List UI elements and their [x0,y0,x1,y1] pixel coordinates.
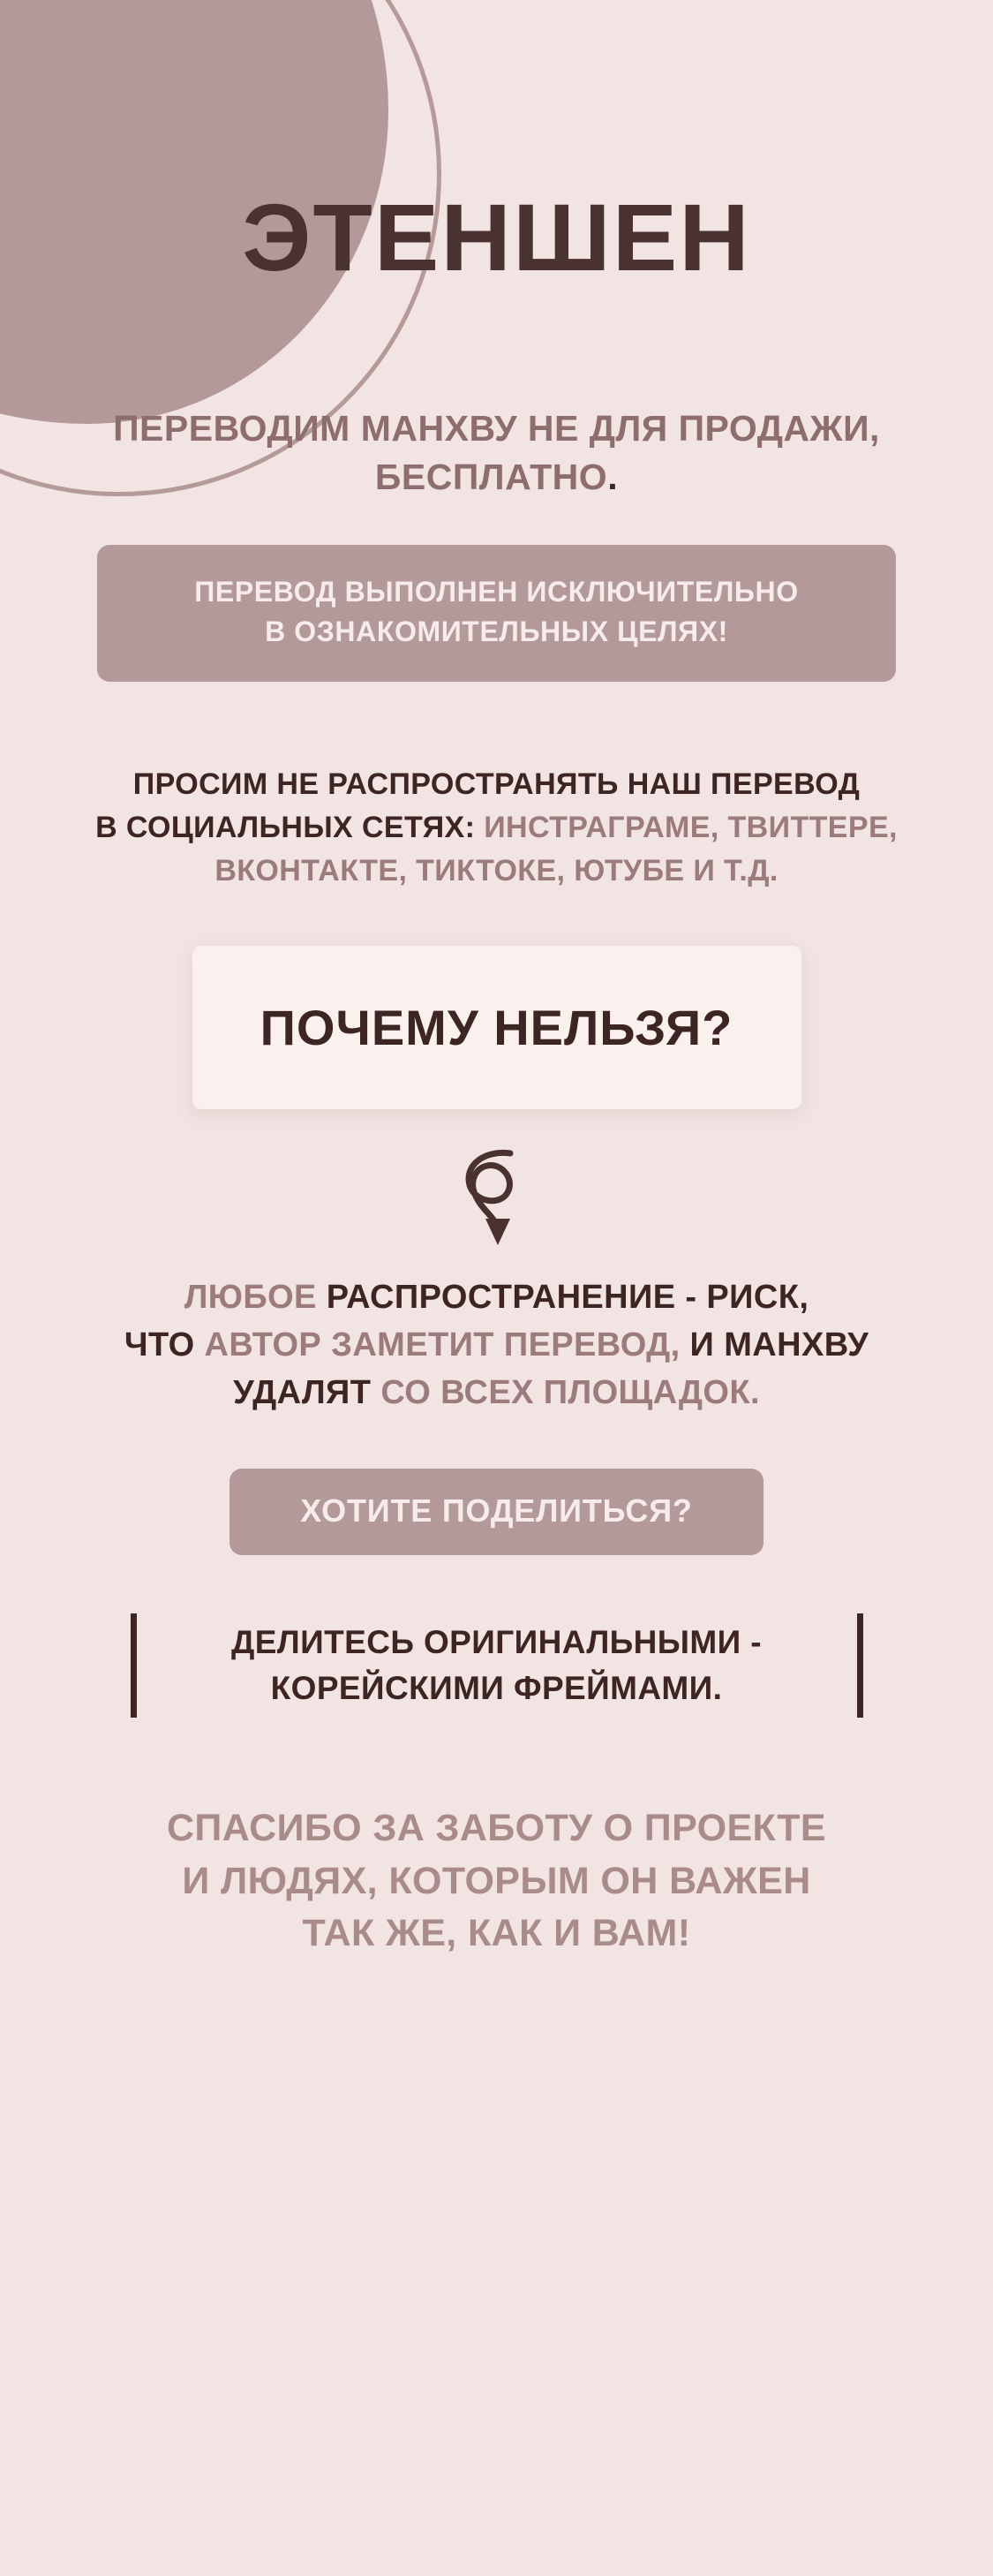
quote-bar-right [857,1613,863,1718]
risk-line-2 [75,1322,918,1370]
thanks-line-1: СПАСИБО ЗА ЗАБОТУ О ПРОЕКТЕ [166,1807,827,1850]
question-card-label: ПОЧЕМУ НЕЛЬЗЯ? [260,1000,733,1056]
risk-line-3-dark: УДАЛЯТ [233,1374,381,1412]
risk-line-3 [75,1370,918,1417]
risk-line-1 [75,1274,918,1322]
banner-line-2: В ОЗНАКОМИТЕЛЬНЫХ ЦЕЛЯХ! [265,616,728,648]
risk-line-1-mauve: ЛЮБОЕ [184,1279,317,1317]
page-title: ЭТЕНШЕН [242,184,751,291]
banner-line-1: ПЕРЕВОД ВЫПОЛНЕН ИСКЛЮЧИТЕЛЬНО [194,575,799,608]
curly-arrow-down-icon [448,1146,545,1248]
risk-line-2-dark-a: ЧТО [124,1326,205,1364]
thanks-text [75,1802,918,2066]
intro-text [75,404,918,502]
intro-line-2-free: БЕСПЛАТНО [374,457,608,498]
arrow-container [448,1146,545,1248]
thanks-line-2: И ЛЮДЯХ, КОТОРЫМ ОН ВАЖЕН [182,1859,811,1902]
quote-block [131,1613,863,1718]
request-line-1: ПРОСИМ НЕ РАСПРОСТРАНЯТЬ НАШ ПЕРЕВОД [132,767,861,801]
quote-line-1: ДЕЛИТЕСЬ ОРИГИНАЛЬНЫМИ - [230,1623,763,1660]
risk-text [75,1274,918,1417]
intro-line-2 [75,453,918,502]
quote-bar-left [131,1613,137,1718]
informational-banner [97,545,896,682]
risk-line-3-mauve: СО ВСЕХ ПЛОЩАДОК. [380,1374,760,1412]
request-line-2 [75,806,918,850]
thanks-line-3: ТАК ЖЕ, КАК И ВАМ! [302,1911,691,1954]
quote-text [137,1620,857,1712]
request-text [75,763,918,894]
intro-line-2-period: . [607,457,619,498]
quote-line-2: КОРЕЙСКИМИ ФРЕЙМАМИ. [270,1670,723,1707]
request-line-3: ВКОНТАКТЕ, ТИКТОКЕ, ЮТУБЕ И Т.Д. [214,854,779,888]
share-prompt-banner [229,1469,764,1555]
share-prompt-label: ХОТИТЕ ПОДЕЛИТЬСЯ? [300,1492,693,1530]
risk-line-2-dark-b: И МАНХВУ [680,1326,869,1364]
risk-line-1-dark: РАСПРОСТРАНЕНИЕ - РИСК, [316,1279,809,1317]
request-line-2-dark: В СОЦИАЛЬНЫХ СЕТЯХ: [95,810,476,844]
question-card [192,946,801,1109]
intro-line-1: ПЕРЕВОДИМ МАНХВУ НЕ ДЛЯ ПРОДАЖИ, [113,408,880,449]
request-line-2-mauve: ИНСТРАГРАМЕ, ТВИТТЕРЕ, [475,810,898,844]
risk-line-2-mauve: АВТОР ЗАМЕТИТ ПЕРЕВОД, [204,1326,681,1364]
